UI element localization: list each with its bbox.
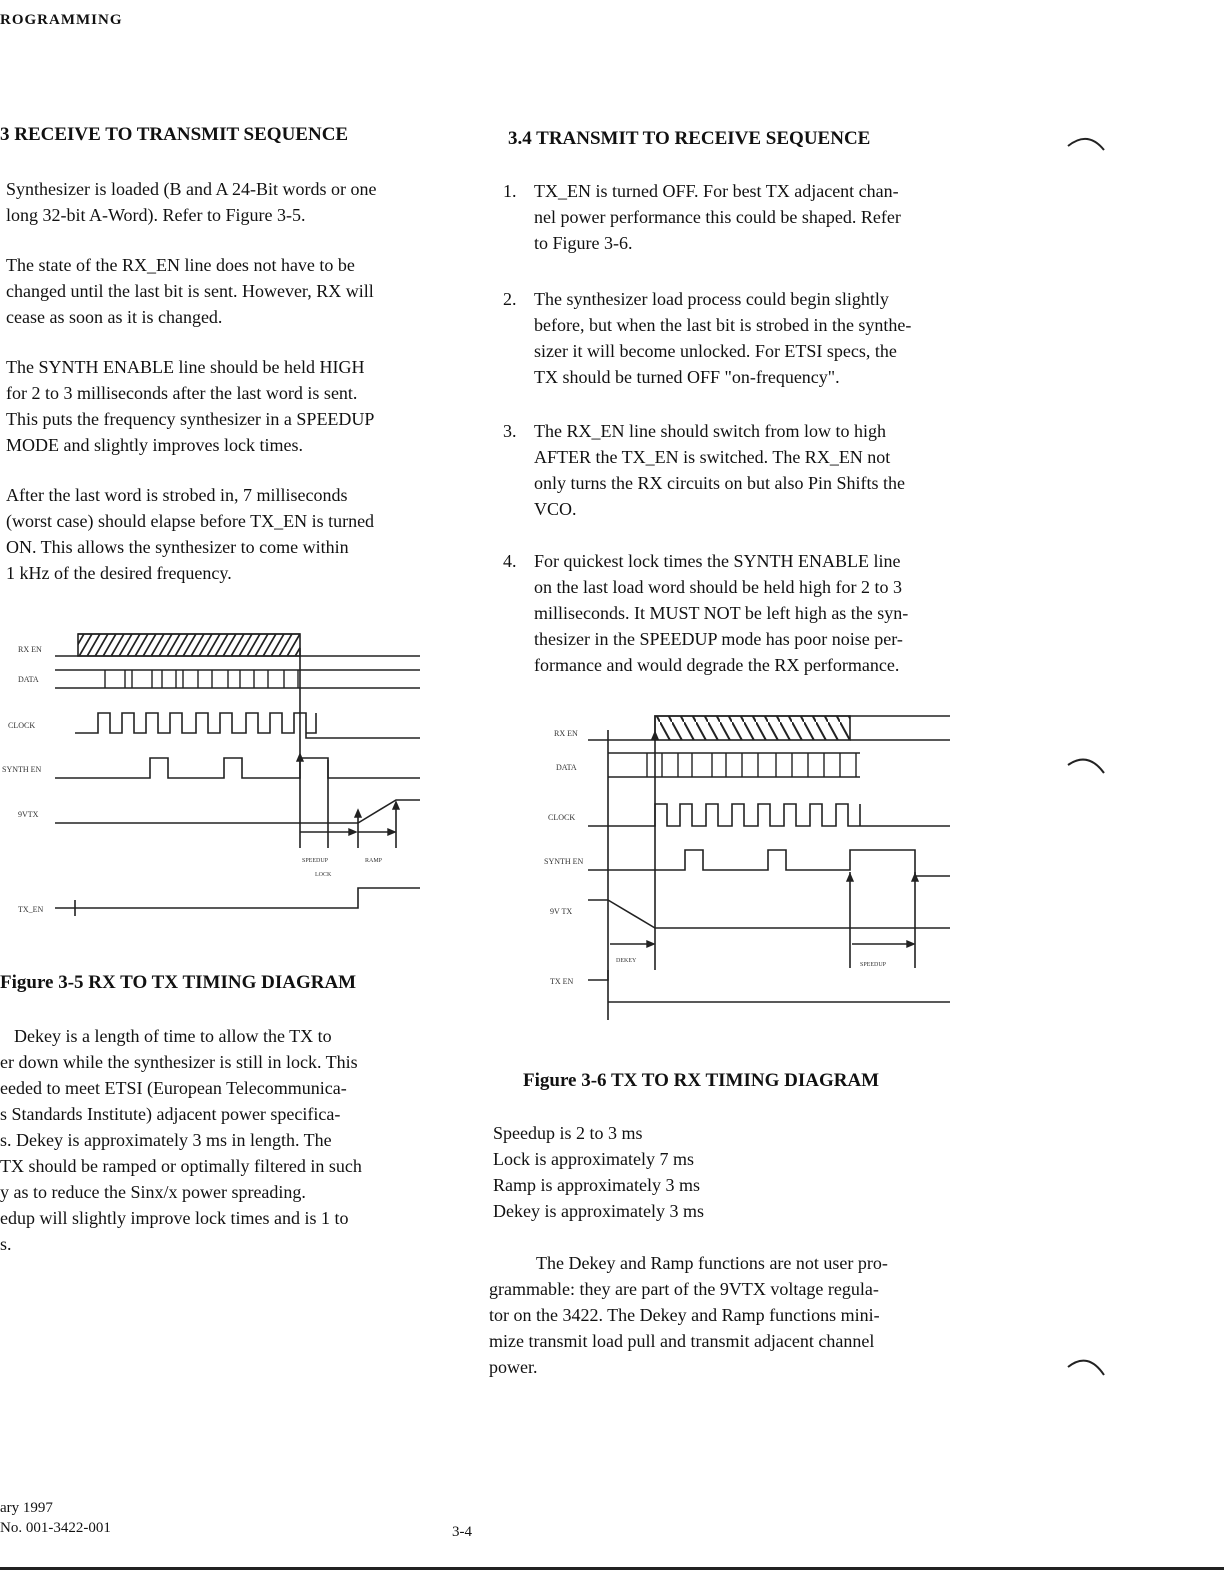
fig36-signal-clock: CLOCK [548,813,576,822]
line: milliseconds. It MUST NOT be left high as the syn- [534,603,909,623]
section-title-3-4: 3.4 TRANSMIT TO RECEIVE SEQUENCE [508,128,871,149]
left-paragraph-1 [6,176,476,228]
fig35-signal-clock: CLOCK [8,721,36,730]
footer-doc-number: No. 001-3422-001 [0,1520,111,1536]
line: AFTER the TX_EN is switched. The RX_EN not [534,447,891,467]
fig35-signal-synth-en: SYNTH EN [2,765,42,774]
fig35-signal-rx-en: RX EN [18,645,42,654]
line: VCO. [534,499,577,519]
margin-mark-2 [1060,745,1110,785]
fig35-label-lock: LOCK [315,872,332,878]
left-paragraph-4 [6,482,476,586]
line: The synthesizer load process could begin slightly [534,289,889,309]
closing-paragraph [489,1250,888,1380]
line: 1 kHz of the desired frequency. [6,563,232,583]
line: before, but when the last bit is strobed in the synthe- [534,315,912,335]
line: The RX_EN line should switch from low to high [534,421,886,441]
figure-3-6-caption: Figure 3-6 TX TO RX TIMING DIAGRAM [523,1070,880,1091]
line: The Dekey and Ramp functions are not user pro- [536,1253,888,1273]
figure-3-5-caption: Figure 3-5 RX TO TX TIMING DIAGRAM [0,972,357,993]
fig35-label-ramp: RAMP [365,858,383,864]
line: This puts the frequency synthesizer in a SPEEDUP [6,409,375,429]
left-notes-text [0,1023,470,1257]
figure-3-5-timing-diagram [0,620,440,935]
line: sizer it will become unlocked. For ETSI specs, the [534,341,897,361]
timing-ramp: Ramp is approximately 3 ms [493,1175,700,1195]
margin-mark-3 [1060,1345,1110,1385]
left-paragraphs [6,176,476,586]
line: for 2 to 3 milliseconds after the last word is sent. [6,383,358,403]
section-title-3-3-text: RECEIVE TO TRANSMIT SEQUENCE [14,124,349,145]
line: The SYNTH ENABLE line should be held HIGH [6,357,365,377]
line: Dekey is a length of time to allow the TX to [14,1026,332,1046]
running-header: ROGRAMMING [0,12,123,28]
fig35-signal-tx-en: TX_EN [18,905,44,914]
list-item-number: 3. [503,421,517,441]
line: MODE and slightly improves lock times. [6,435,303,455]
line: tor on the 3422. The Dekey and Ramp functions mini- [489,1305,880,1325]
section-title-3-3: 3 RECEIVE TO TRANSMIT SEQUENCE [0,124,349,145]
line: y as to reduce the Sinx/x power spreading. [0,1182,306,1202]
line: mize transmit load pull and transmit adjacent channel [489,1331,875,1351]
fig35-signal-9vtx: 9VTX [18,810,39,819]
line: TX should be ramped or optimally filtered in such [0,1156,362,1176]
list-item-number: 1. [503,181,517,201]
line: to Figure 3-6. [534,233,633,253]
list-item-number: 4. [503,551,517,571]
line: nel power performance this could be shaped. Refer [534,207,901,227]
footer-page-number: 3-4 [452,1524,472,1540]
fig36-signal-synth-en: SYNTH EN [544,857,584,866]
list-item-number: 2. [503,289,517,309]
bottom-rule [0,1567,1224,1570]
line: edup will slightly improve lock times and is 1 to [0,1208,349,1228]
fig35-label-speedup: SPEEDUP [302,858,329,864]
fig36-label-dekey: DEKEY [616,958,637,964]
timing-speedup: Speedup is 2 to 3 ms [493,1123,643,1143]
line: eeded to meet ETSI (European Telecommunica- [0,1078,347,1098]
left-paragraph-3 [6,354,476,458]
line: power. [489,1357,538,1377]
line: grammable: they are part of the 9VTX voltage regula- [489,1279,879,1299]
fig36-signal-9v-tx: 9V TX [550,907,573,916]
footer-date: ary 1997 [0,1500,53,1516]
fig36-signal-tx-en: TX EN [550,977,574,986]
line: s Standards Institute) adjacent power specifica- [0,1104,341,1124]
line: cease as soon as it is changed. [6,307,223,327]
fig36-label-speedup: SPEEDUP [860,962,887,968]
line: TX should be turned OFF "on-frequency". [534,367,840,387]
line: er down while the synthesizer is still in lock. This [0,1052,358,1072]
line: TX_EN is turned OFF. For best TX adjacent chan- [534,181,899,201]
left-notes [0,1023,470,1257]
timing-lock: Lock is approximately 7 ms [493,1149,694,1169]
line: The state of the RX_EN line does not have to be [6,255,355,275]
line: changed until the last bit is sent. However, RX will [6,281,374,301]
line: For quickest lock times the SYNTH ENABLE line [534,551,901,571]
line: Synthesizer is loaded (B and A 24-Bit words or one [6,179,377,199]
fig35-signal-data: DATA [18,675,39,684]
line: only turns the RX circuits on but also Pin Shifts the [534,473,905,493]
line: formance and would degrade the RX performance. [534,655,900,675]
figure-3-6-timing-diagram [540,700,960,1025]
line: on the last load word should be held high for 2 to 3 [534,577,902,597]
line: After the last word is strobed in, 7 milliseconds [6,485,348,505]
line: s. Dekey is approximately 3 ms in length. The [0,1130,332,1150]
fig36-signal-rx-en: RX EN [554,729,578,738]
fig36-signal-data: DATA [556,763,577,772]
margin-mark-1 [1060,120,1110,160]
line: long 32-bit A-Word). Refer to Figure 3-5. [6,205,306,225]
line: ON. This allows the synthesizer to come within [6,537,349,557]
line: (worst case) should elapse before TX_EN is turned [6,511,375,531]
line: thesizer in the SPEEDUP mode has poor noise per- [534,629,903,649]
line: s. [0,1234,12,1254]
timing-summary-list [493,1120,704,1224]
left-paragraph-2 [6,252,476,330]
timing-dekey: Dekey is approximately 3 ms [493,1201,704,1221]
